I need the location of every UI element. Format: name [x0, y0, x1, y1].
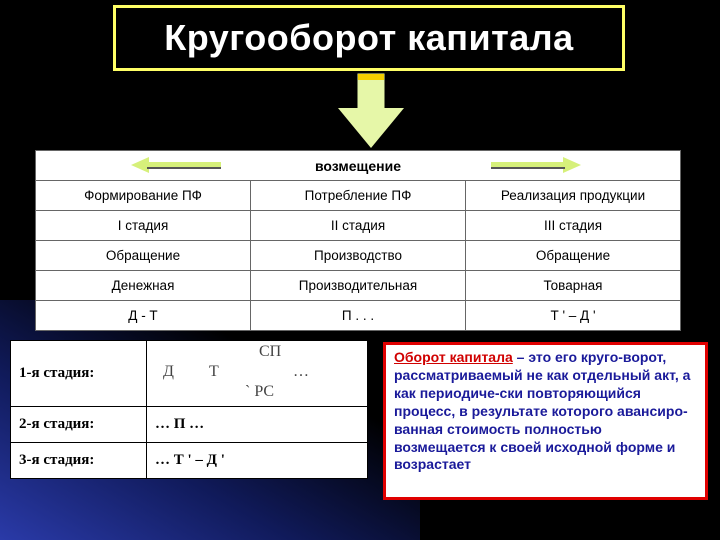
stage-dots: … [293, 363, 309, 380]
table-cell: Потребление ПФ [251, 181, 466, 211]
table-cell: I стадия [36, 211, 251, 241]
table-cell: Производительная [251, 271, 466, 301]
table-cell: П . . . [251, 301, 466, 331]
table-cell: II стадия [251, 211, 466, 241]
left-arrow-icon [131, 155, 221, 175]
right-arrow-icon [491, 155, 581, 175]
stage-value: … П … [147, 407, 368, 443]
table-row [36, 241, 681, 271]
table-header-row [36, 151, 681, 181]
stage-d: Д [163, 363, 174, 380]
stage-row [11, 341, 368, 407]
table-cell: Обращение [466, 241, 681, 271]
table-cell: Обращение [36, 241, 251, 271]
table-cell: Реализация продукции [466, 181, 681, 211]
table-cell: Производство [251, 241, 466, 271]
stage-row [11, 407, 368, 443]
table-row [36, 181, 681, 211]
stage-sp: СП [259, 343, 282, 360]
title-box [113, 5, 625, 71]
stage-value: … Т ' – Д ' [147, 443, 368, 479]
down-arrow-icon [332, 72, 410, 150]
table-row [36, 301, 681, 331]
stages-table [10, 340, 368, 479]
table-cell: Денежная [36, 271, 251, 301]
stage-t: Т [209, 363, 219, 380]
table-row [36, 211, 681, 241]
table-cell: III стадия [466, 211, 681, 241]
stage-label: 3-я стадия: [11, 443, 147, 479]
stage-diagram [147, 341, 368, 407]
stage-row [11, 443, 368, 479]
table-cell: Формирование ПФ [36, 181, 251, 211]
definition-term: Оборот капитала [394, 349, 513, 365]
capital-cycle-table [35, 150, 681, 331]
table-row [36, 271, 681, 301]
table-cell: Т ' – Д ' [466, 301, 681, 331]
page-title: Кругооборот капитала [164, 17, 574, 58]
definition-text: – это его круго-ворот, рассматриваемый не как отдельный акт, а как периодиче-ски повторяющийся процесс, в результате которого авансиро-ванная стоимость полностью возмещается к своей исходной форме и возрастает [394, 349, 691, 473]
header-label: возмещение [315, 157, 401, 174]
stage-label: 1-я стадия: [11, 341, 147, 407]
table-cell: Товарная [466, 271, 681, 301]
stage-rs: ` РС [245, 383, 275, 400]
table-cell: Д - Т [36, 301, 251, 331]
definition-box [383, 342, 708, 500]
header-cell [36, 151, 681, 181]
stage-label: 2-я стадия: [11, 407, 147, 443]
